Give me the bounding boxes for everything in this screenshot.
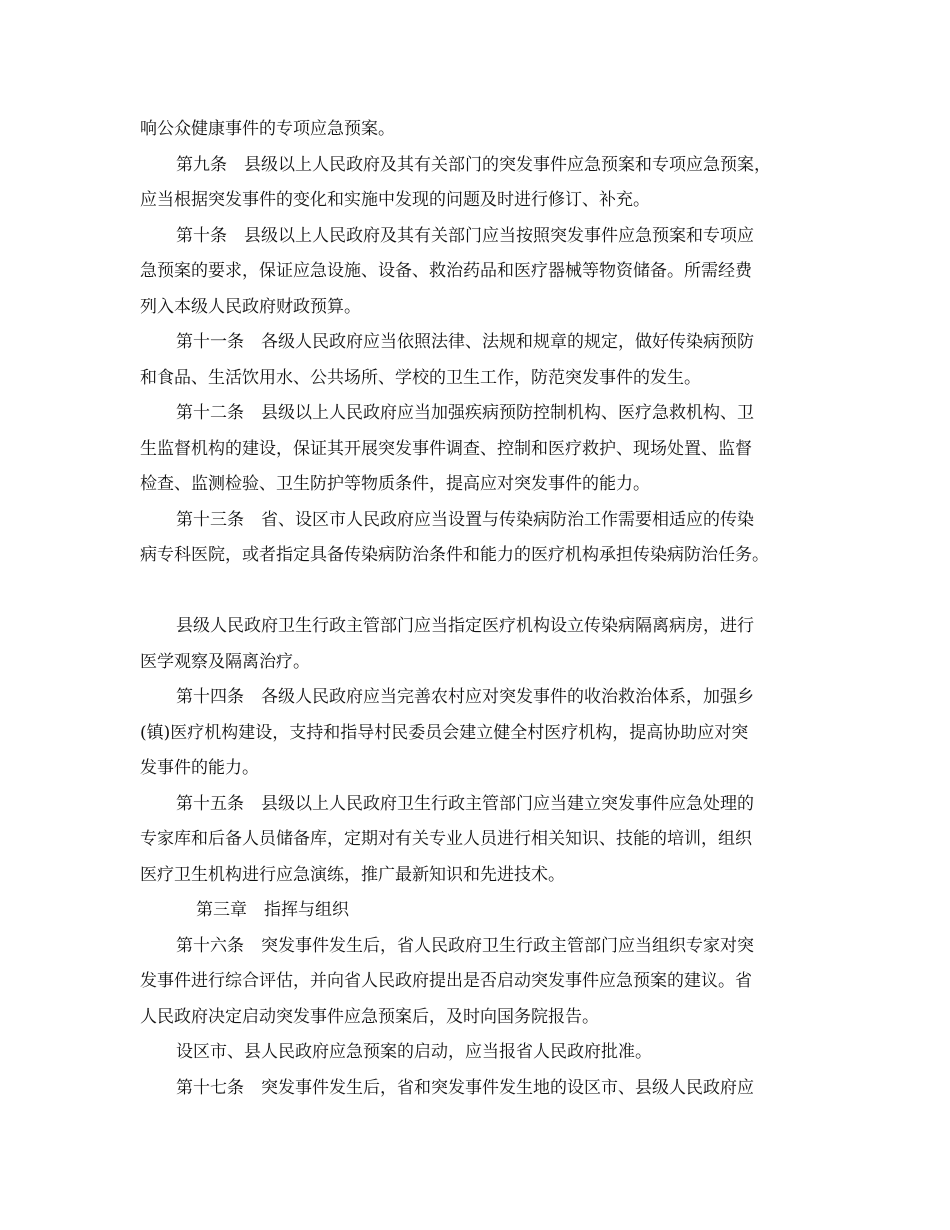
chapter-heading: 第三章 指挥与组织 (196, 900, 349, 920)
article-16-line-1: 第十六条 突发事件发生后，省人民政府卫生行政主管部门应当组织专家对突 (176, 935, 754, 956)
document-body (140, 112, 820, 1106)
article-9-line-2: 应当根据突发事件的变化和实施中发现的问题及时进行修订、补充。 (140, 190, 650, 210)
article-12-line-1: 第十二条 县级以上人民政府应当加强疾病预防控制机构、医疗急救机构、卫 (176, 403, 754, 423)
article-14-line-3: 发事件的能力。 (140, 758, 259, 778)
article-9-line-1: 第九条 县级以上人民政府及其有关部门的突发事件应急预案和专项应急预案， (176, 154, 771, 175)
article-15-line-1: 第十五条 县级以上人民政府卫生行政主管部门应当建立突发事件应急处理的 (176, 793, 754, 814)
paragraph-gap (140, 574, 820, 610)
article-10-line-1: 第十条 县级以上人民政府及其有关部门应当按照突发事件应急预案和专项应 (176, 225, 754, 246)
article-16-para2-line-1: 设区市、县人民政府应急预案的启动，应当报省人民政府批准。 (176, 1042, 652, 1062)
article-13-line-2: 病专科医院，或者指定具备传染病防治条件和能力的医疗机构承担传染病防治任务。 (140, 545, 769, 565)
article-12-line-2: 生监督机构的建设，保证其开展突发事件调查、控制和医疗救护、现场处置、监督 (140, 438, 752, 459)
article-10-line-2: 急预案的要求，保证应急设施、设备、救治药品和医疗器械等物资储备。所需经费 (140, 261, 752, 281)
article-16-line-3: 人民政府决定启动突发事件应急预案后，及时向国务院报告。 (140, 1006, 599, 1027)
article-15-line-2: 专家库和后备人员储备库，定期对有关专业人员进行相关知识、技能的培训，组织 (140, 829, 752, 849)
article-12-line-3: 检查、监测检验、卫生防护等物质条件，提高应对突发事件的能力。 (140, 474, 650, 494)
article-17-line-1: 第十七条 突发事件发生后，省和突发事件发生地的设区市、县级人民政府应 (176, 1077, 754, 1098)
article-16-line-2: 发事件进行综合评估，并向省人民政府提出是否启动突发事件应急预案的建议。省 (140, 971, 752, 991)
article-14-line-2: (镇)医疗机构建设，支持和指导村民委员会建立健全村医疗机构，提高协助应对突 (140, 722, 749, 743)
article-11-line-1: 第十一条 各级人民政府应当依照法律、法规和规章的规定，做好传染病预防 (176, 332, 754, 352)
article-13-para2-line-2: 医学观察及隔离治疗。 (140, 651, 310, 672)
article-13-line-1: 第十三条 省、设区市人民政府应当设置与传染病防治工作需要相适应的传染 (176, 509, 754, 530)
text-line: 响公众健康事件的专项应急预案。 (140, 119, 395, 139)
article-10-line-3: 列入本级人民政府财政预算。 (140, 296, 361, 317)
article-15-line-3: 医疗卫生机构进行应急演练，推广最新知识和先进技术。 (140, 864, 565, 885)
article-14-line-1: 第十四条 各级人民政府应当完善农村应对突发事件的收治救治体系，加强乡 (176, 687, 754, 707)
article-13-para2-line-1: 县级人民政府卫生行政主管部门应当指定医疗机构设立传染病隔离病房，进行 (176, 616, 754, 636)
article-11-line-2: 和食品、生活饮用水、公共场所、学校的卫生工作，防范突发事件的发生。 (140, 367, 701, 388)
